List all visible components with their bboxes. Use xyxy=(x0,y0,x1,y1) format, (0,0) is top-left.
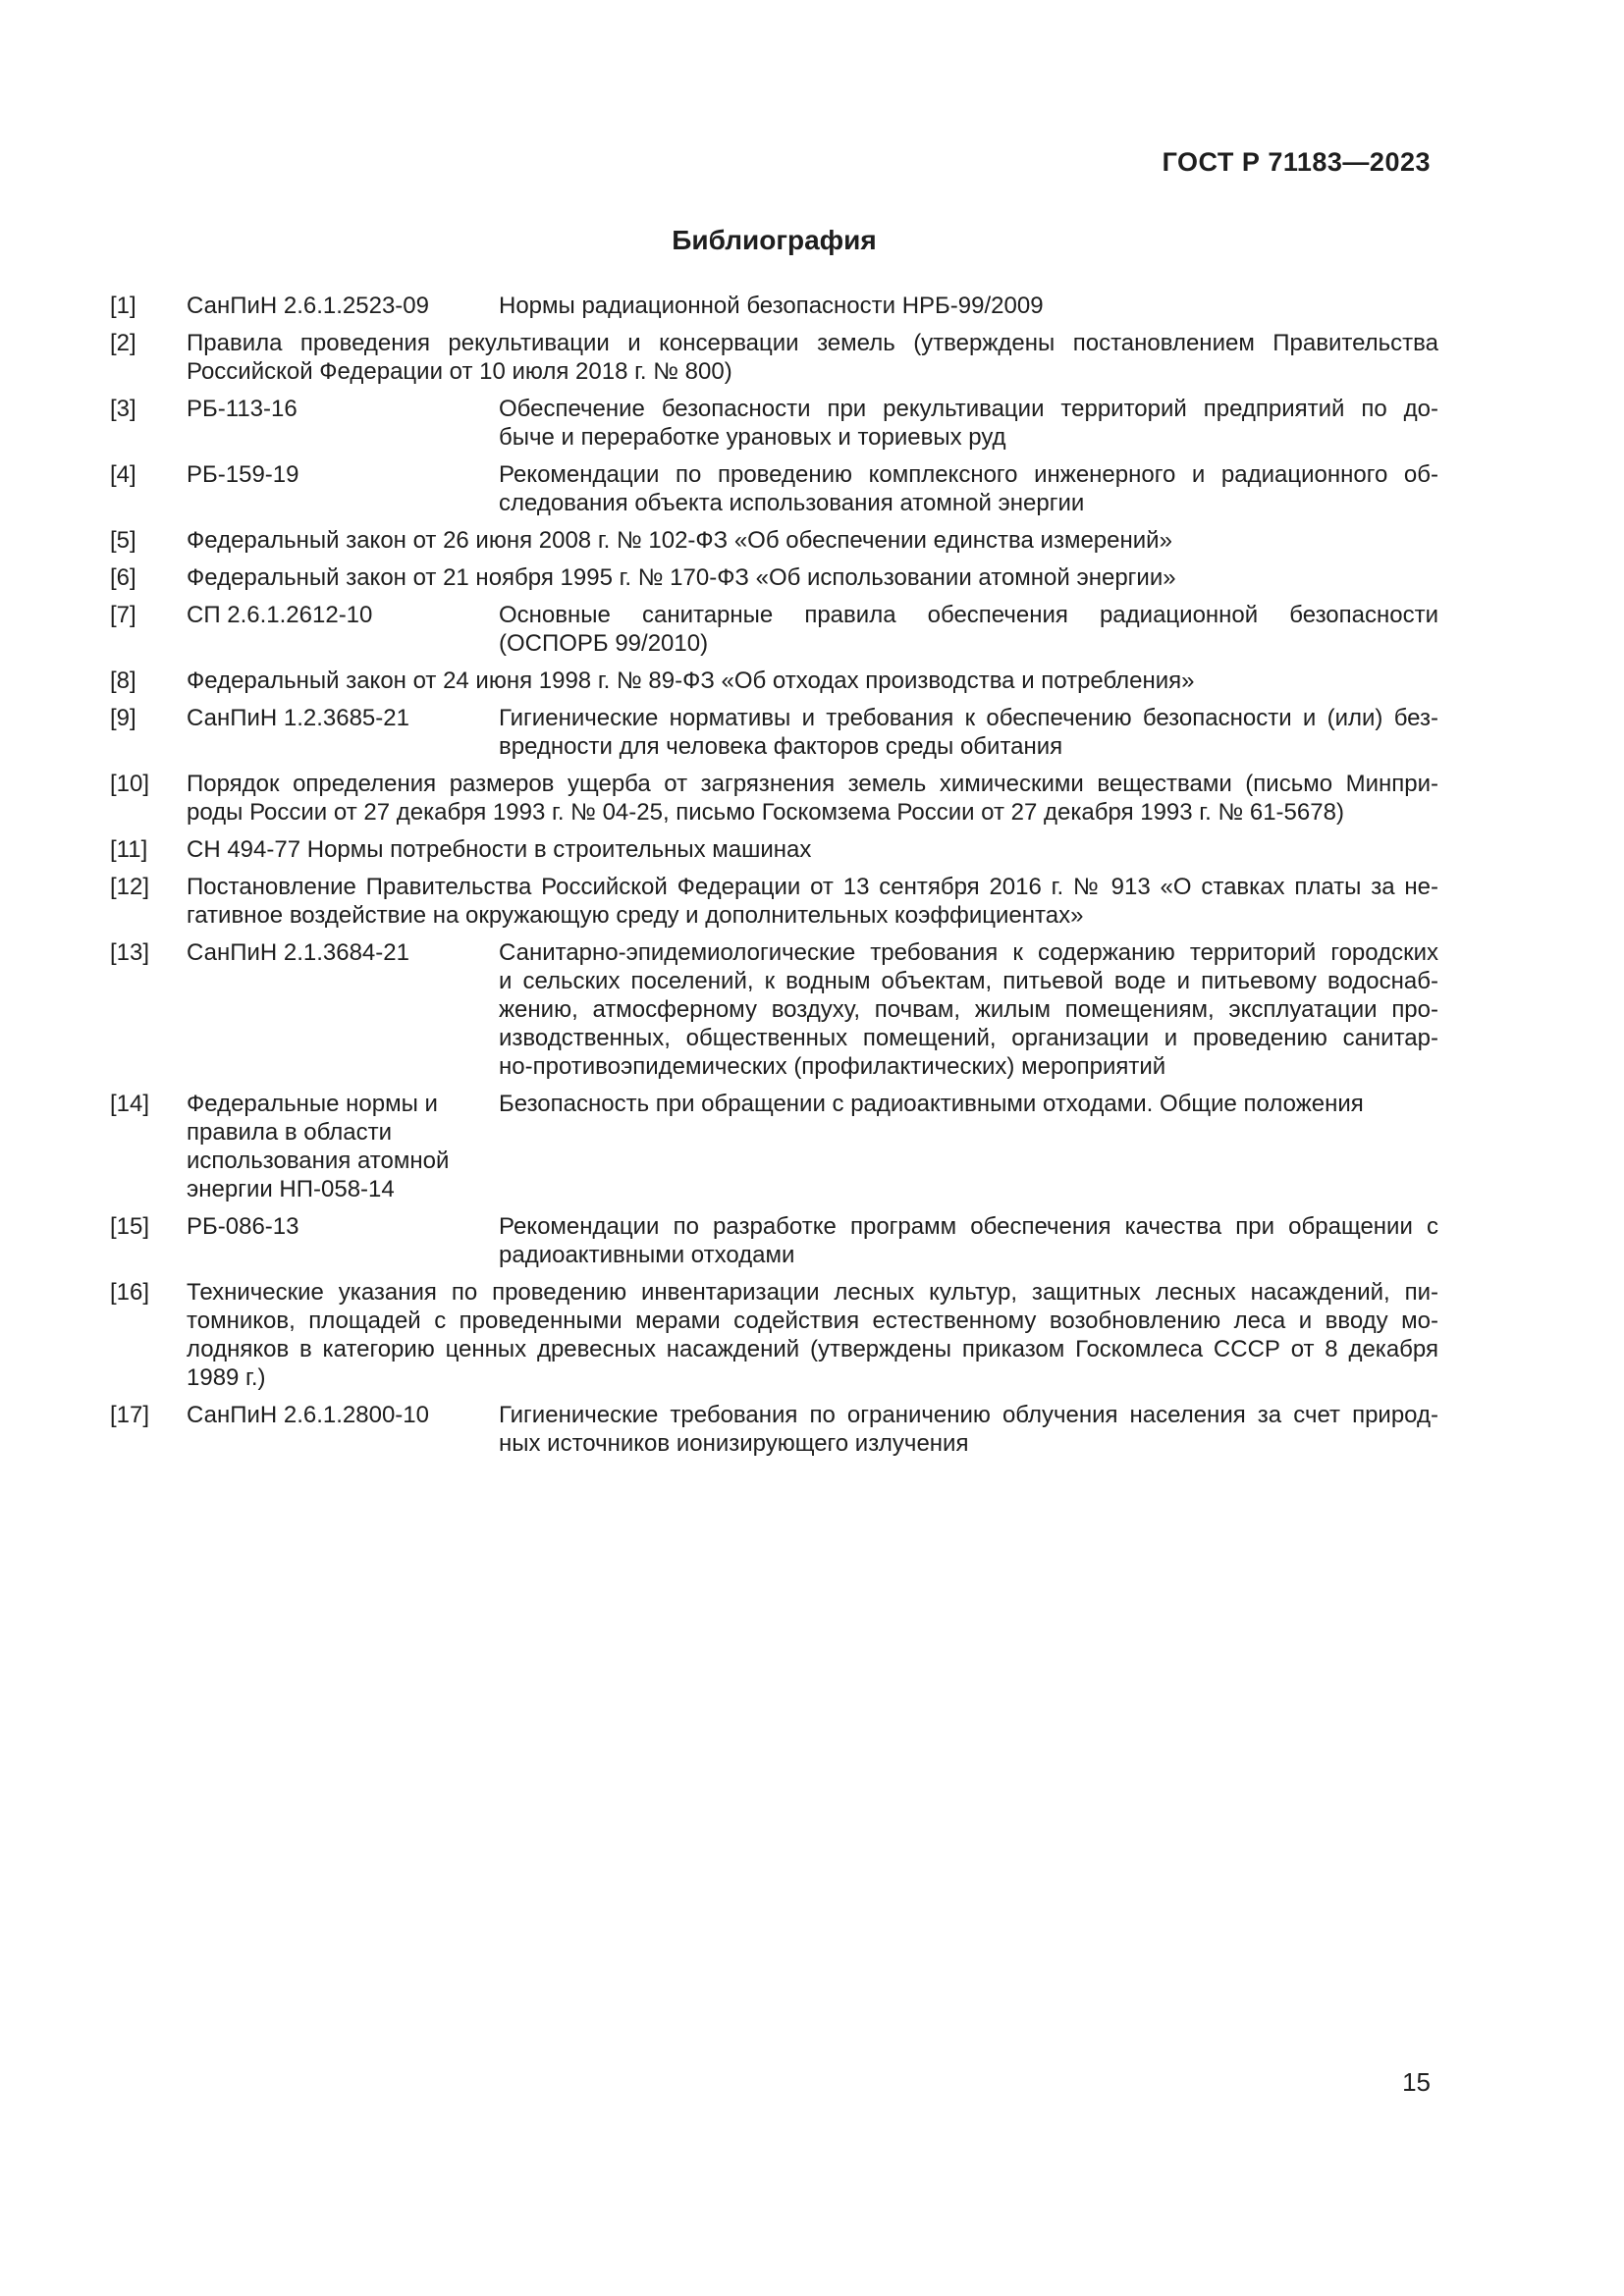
entry-code xyxy=(187,1401,499,1429)
entry-description-line: быче и переработке урановых и ториевых руд xyxy=(499,424,1006,451)
bib-entry xyxy=(110,460,1438,517)
entry-description xyxy=(499,460,1438,517)
entry-code-line: энергии НП-058-14 xyxy=(187,1176,395,1202)
entry-code xyxy=(187,704,499,732)
bib-entry xyxy=(110,395,1438,452)
entry-number: [14] xyxy=(110,1091,150,1117)
entry-code-line: СП 2.6.1.2612-10 xyxy=(187,602,373,628)
entry-description-line: изводственных, общественных помещений, организации и проведению санитар- xyxy=(499,1025,1438,1051)
entry-text-line: Правила проведения рекультивации и консервации земель (утверждены постановлением Правительства xyxy=(187,330,1438,356)
bib-entry xyxy=(110,938,1438,1081)
entry-code xyxy=(187,601,499,629)
entry-code-line: РБ-086-13 xyxy=(187,1213,299,1240)
entry-description-line: ных источников ионизирующего излучения xyxy=(499,1430,969,1457)
entry-code-line: РБ-159-19 xyxy=(187,461,299,488)
entry-description xyxy=(499,704,1438,761)
page-number: 15 xyxy=(1402,2067,1431,2097)
entry-code-line: правила в области xyxy=(187,1119,393,1146)
entry-text-line: томников, площадей с проведенными мерами содействия естественному возобновлению леса и вводу мо- xyxy=(187,1308,1438,1334)
entry-text-line: Технические указания по проведению инвентаризации лесных культур, защитных лесных насаждений, пи- xyxy=(187,1279,1438,1306)
entry-number: [8] xyxy=(110,667,136,694)
entry-number: [10] xyxy=(110,771,150,797)
entry-description xyxy=(499,1401,1438,1458)
entry-description xyxy=(499,1090,1438,1118)
entry-text-line: Порядок определения размеров ущерба от загрязнения земель химическими веществами (письмо Минпри- xyxy=(187,771,1438,797)
bib-entry xyxy=(110,1401,1438,1458)
entry-text-line: лодняков в категорию ценных древесных насаждений (утверждены приказом Госкомлеса СССР от 8 декабря xyxy=(187,1336,1438,1362)
page-title: Библиография xyxy=(672,225,877,255)
bib-entry xyxy=(110,526,1438,555)
entry-number: [11] xyxy=(110,836,148,863)
bib-entry xyxy=(110,563,1438,592)
entry-description-line: Рекомендации по проведению комплексного инженерного и радиационного об- xyxy=(499,461,1438,488)
entry-code-line: СанПиН 2.6.1.2523-09 xyxy=(187,293,429,319)
entry-code-line: РБ-113-16 xyxy=(187,396,298,422)
entry-code-line: СанПиН 1.2.3685-21 xyxy=(187,705,409,731)
entry-description xyxy=(499,395,1438,452)
entry-code xyxy=(187,1090,499,1203)
entry-text-line: СН 494-77 Нормы потребности в строительных машинах xyxy=(187,836,812,863)
entry-text-line: Федеральный закон от 21 ноября 1995 г. № 170-ФЗ «Об использовании атомной энергии» xyxy=(187,564,1176,591)
entry-description xyxy=(499,938,1438,1081)
entry-text-line: Федеральный закон от 24 июня 1998 г. № 89-ФЗ «Об отходах производства и потребления» xyxy=(187,667,1195,694)
entry-text-line: Российской Федерации от 10 июля 2018 г. № 800) xyxy=(187,358,732,385)
entry-number: [7] xyxy=(110,602,136,628)
entry-description-line: но-противоэпидемических (профилактических) мероприятий xyxy=(499,1053,1166,1080)
bib-entry xyxy=(110,1212,1438,1269)
entry-number: [3] xyxy=(110,396,136,422)
entry-text-line: роды России от 27 декабря 1993 г. № 04-25, письмо Госкомзема России от 27 декабря 1993 г. № 61-5678) xyxy=(187,799,1344,826)
bib-entry xyxy=(110,292,1438,320)
entry-description-line: (ОСПОРБ 99/2010) xyxy=(499,630,709,657)
entry-text xyxy=(187,835,1438,864)
bib-entry xyxy=(110,329,1438,386)
entry-code-line: СанПиН 2.1.3684-21 xyxy=(187,939,409,966)
doc-code-header: ГОСТ Р 71183—2023 xyxy=(1162,147,1431,177)
bib-entry xyxy=(110,704,1438,761)
entry-text xyxy=(187,667,1438,695)
entry-number: [9] xyxy=(110,705,136,731)
entry-description-line: Санитарно-эпидемиологические требования к содержанию территорий городских xyxy=(499,939,1438,966)
entry-number: [17] xyxy=(110,1402,150,1428)
entry-code-line: использования атомной xyxy=(187,1148,450,1174)
entry-text xyxy=(187,770,1438,827)
entry-description-line: следования объекта использования атомной энергии xyxy=(499,490,1085,516)
entry-text-line: гативное воздействие на окружающую среду и дополнительных коэффициентах» xyxy=(187,902,1084,929)
entry-number: [1] xyxy=(110,293,136,319)
entry-number: [4] xyxy=(110,461,136,488)
entry-description xyxy=(499,1212,1438,1269)
entry-number: [5] xyxy=(110,527,136,554)
entry-code xyxy=(187,1212,499,1241)
entry-description-line: Гигиенические требования по ограничению облучения населения за счет природ- xyxy=(499,1402,1438,1428)
entry-text-line: 1989 г.) xyxy=(187,1364,266,1391)
entry-code-line: Федеральные нормы и xyxy=(187,1091,438,1117)
entry-number: [13] xyxy=(110,939,150,966)
entry-code-line: СанПиН 2.6.1.2800-10 xyxy=(187,1402,429,1428)
bib-entry xyxy=(110,873,1438,930)
entry-code xyxy=(187,460,499,489)
entry-description xyxy=(499,601,1438,658)
entry-code xyxy=(187,292,499,320)
entry-description xyxy=(499,292,1438,320)
entry-description-line: Нормы радиационной безопасности НРБ-99/2009 xyxy=(499,293,1044,319)
entry-number: [2] xyxy=(110,330,136,356)
entry-text-line: Федеральный закон от 26 июня 2008 г. № 102-ФЗ «Об обеспечении единства измерений» xyxy=(187,527,1172,554)
entry-text xyxy=(187,563,1438,592)
entry-code xyxy=(187,395,499,423)
entry-description-line: Безопасность при обращении с радиоактивными отходами. Общие положения xyxy=(499,1091,1364,1117)
entry-number: [16] xyxy=(110,1279,150,1306)
entry-code xyxy=(187,938,499,967)
entry-description-line: вредности для человека факторов среды обитания xyxy=(499,733,1063,760)
entry-number: [15] xyxy=(110,1213,150,1240)
entry-description-line: Рекомендации по разработке программ обеспечения качества при обращении с xyxy=(499,1213,1438,1240)
bib-entry xyxy=(110,835,1438,864)
bib-entry xyxy=(110,667,1438,695)
entry-description-line: Основные санитарные правила обеспечения радиационной безопасности xyxy=(499,602,1438,628)
entry-number: [6] xyxy=(110,564,136,591)
entry-description-line: радиоактивными отходами xyxy=(499,1242,795,1268)
bib-entry xyxy=(110,1278,1438,1392)
bib-entry xyxy=(110,770,1438,827)
entry-text-line: Постановление Правительства Российской Федерации от 13 сентября 2016 г. № 913 «О ставках платы за не- xyxy=(187,874,1438,900)
bib-entry xyxy=(110,601,1438,658)
entry-description-line: Гигиенические нормативы и требования к обеспечению безопасности и (или) без- xyxy=(499,705,1438,731)
entry-text xyxy=(187,1278,1438,1392)
entry-description-line: жению, атмосферному воздуху, почвам, жилым помещениям, эксплуатации про- xyxy=(499,996,1438,1023)
entry-text xyxy=(187,329,1438,386)
entry-text xyxy=(187,526,1438,555)
bib-entry xyxy=(110,1090,1438,1203)
entry-description-line: Обеспечение безопасности при рекультивации территорий предприятий по до- xyxy=(499,396,1438,422)
entry-text xyxy=(187,873,1438,930)
entry-number: [12] xyxy=(110,874,150,900)
bibliography-list xyxy=(110,292,1438,1467)
entry-description-line: и сельских поселений, к водным объектам, питьевой воде и питьевому водоснаб- xyxy=(499,968,1438,994)
